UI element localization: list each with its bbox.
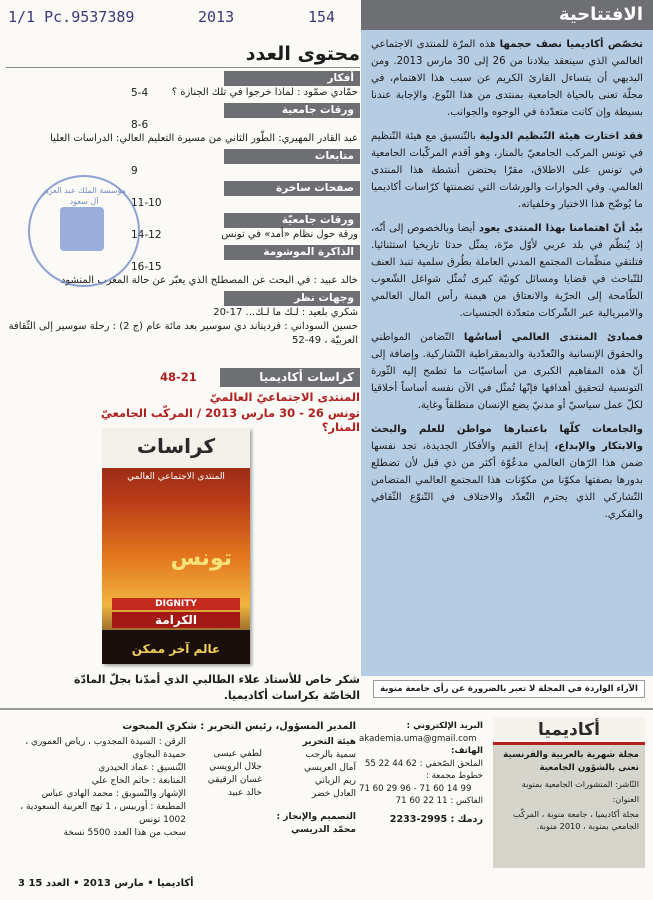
cover-city: تونس [170,546,232,571]
editorial-header: الافتتاحية [361,0,653,30]
committee-column [268,736,356,837]
cover-slogan: عالم آخر ممكن [131,642,221,656]
role-line: التّنسيق : عماد الحيدري [98,763,186,773]
fixed-lines: 71 60 29 96 - 71 60 14 99 [359,783,472,794]
toc-entry[interactable]: 8-6 [131,119,149,131]
toc-entry[interactable]: حسين السوداني : فرديناند دي سوسير بعد مائة عام (ج 2) : رحلة سوسير إلى الثّقافة العربيّة ، 49-52 [8,321,358,346]
email-label: البريد الإلكتروني : [406,721,483,731]
committee-member: غسان الرقيقي [207,775,262,785]
committee-member: العادل خضر [311,789,356,799]
editorial-paragraph: والجامعات كلّها باعتبارها مواطن للعلم والبحث والابتكار والإبداع، إبداع القيم والأفكار الجديدة، تجد نفسها ضمن هذا الرّهان العالمي مدعُوّة أكثر من ذي قبل لأن تضطلع بدورها بصفتها مكوّنا من مكوّنات هذا المجتمع العالمي المتضامن التّشاركي الذي يحترم التّعدّد والاختلاف في التّنوّع الثّقافي والفكري. [371,424,643,520]
committee-member: لطفي عيسى [213,749,262,759]
toc-entry[interactable]: خالد عبيد : في البحث عن المصطلح الذي يعبّر عن حالة المغرب المنشود [60,275,358,286]
publisher: النّاشر: المنشورات الجامعية بمنوبة [521,779,639,789]
toc-section-university-papers-2[interactable]: ورقات جامعيّة [224,213,360,228]
cover-subtitle: المنتدى الاجتماعي العالمي [127,472,225,482]
stamp-text: مؤسسة الملك عبد العزيز آل سعود [42,186,126,206]
handwritten-year: 2013 [198,8,235,26]
toc-entry[interactable]: عبد القادر المهيري: الطّور الثاني من مسيرة التعليم العالي: الدراسات العليا [50,133,358,144]
handwritten-number: 1/1 Pc.9537389 [8,8,135,26]
brand-description: مجلة شهرية بالعربية والفرنسية تعنى بالشؤون الجامعية [503,750,639,773]
toc-section-university-papers[interactable]: ورقات جامعية [224,103,360,118]
email-link[interactable]: akademia.uma@gmail.com [359,733,477,744]
address: مجلة أكاديميا ، جامعة منوبة ، المركّب الجامعي بمنوبة ، 2010 منوبة. [513,809,639,831]
toc-entry[interactable]: ورقة حول نظام «أمد» في تونس 14-12 [131,229,358,241]
toc-entry[interactable]: شكري بلعيد : لـك ما لـك... 17-20 [213,307,358,318]
committee-member: ريم الزياني [314,776,356,786]
toc-section-memory[interactable]: الذاكرة الموشومة [224,245,360,260]
address-label: العنوان: [612,794,639,804]
editorial-paragraph: فمبادئ المنتدى العالمي أساسُها التّضامن المواطني والحقوق الإنسانية والتّعدّدية والديمقراطية التّشاركية. وإضافة إلى أنّ هذه المفاهيم الكبرى من أساسيّات ما تطمح إليه الثّورة التونسية لتحقيق أهدافها فإنّها تُمثّل في الآن نفسه أساساً أخلاقيا لكلّ عمل سياسيّ أو مدنيّ يضع الإنسان منطلقاً وغاية. [371,332,644,411]
committee-member: جلال الرويسي [209,762,262,772]
toc-section-viewpoints[interactable]: وجهات نظر [224,291,360,306]
committee-member: آمال العريسي [303,763,356,773]
contact-block [359,720,483,826]
editorial-paragraph: فقد اختارت هيئة التّنظيم الدولية بالتّنسيق مع هيئة التّنظيم في تونس المركب الجامعيّ بالمنار، وهو أقدم المركّبات الجامعية في تونس على الاطلاق، مقرّا يحتضن أنشطة هذا المنتدى العالمي. وفي الحوارات والورشات التي تضمنتها كرّاسات أكاديميا ما يُوضّح هذا الاختيار وخلفياته. [371,131,643,210]
role-line: سحب من هذا العدد 5500 نسخة [63,828,186,838]
handwritten-annotation [8,6,348,32]
role-line: الرقن : السيدة المجدوب ، رياض العموري ، حميدة البجاوي [25,737,186,760]
fax: الفاكس : 11 22 60 71 [395,796,483,806]
toc-section-satire[interactable]: صفحات ساخرة [224,181,360,196]
phone-label: الهاتف: [451,746,483,756]
stamp-emblem-icon [60,207,104,251]
cover-word: DIGNITY [112,598,240,610]
thanks-note: شكر خاص للأستاذ علاء الطالبي الذي أمدّنا بجلّ المادّة الخاصّة بكراسات أكاديميا. [73,673,360,702]
role-line: المتابعة : حاتم الحاج علي [91,776,186,786]
committee-member: سمية بالرجب [305,750,356,760]
director: المدير المسؤول، رئيس التحرير : شكري المبخوت [122,721,356,732]
press-office-phone: الملحق الصّحفي : 62 44 22 55 [364,758,483,769]
library-stamp [28,175,140,287]
role-line: المطبعة : أوربيس ، 1 نهج العربية السعودية ، 1002 تونس [20,802,186,825]
toc-section-ideas[interactable]: أفكار [224,71,360,86]
page-footer: 3 أكاديميا • مارس 2013 • العدد 15 [18,878,194,889]
cover-masthead: كراسات [102,428,250,468]
issn: ردمك : 2995-2233 [389,813,483,825]
roles-column [10,736,186,840]
editorial-body [361,30,653,523]
cover-word: الكرامة [112,612,240,628]
cahiers-section-label[interactable]: كراسات أكاديميا [220,368,360,387]
role-line: الإشهار والتّسويق : محمد الهادي عباس [41,789,186,799]
cahiers-pages: 48-21 [160,370,197,384]
committee-member: خالد عبيد [227,788,262,798]
cahiers-subtitle: المنتدى الاجتماعيّ العالميّ [209,390,360,404]
editorial-panel [361,0,653,676]
cahiers-dates: تونس 26 - 30 مارس 2013 / المركّب الجامعيّ المنار؟ [100,406,360,434]
editorial-board [10,720,356,856]
toc-entry[interactable]: 11-10 [131,197,162,209]
akademia-logo: أكاديميا [493,718,645,745]
toc-section-follow-ups[interactable]: متابعات [224,149,360,164]
fixed-lines-label: خطوط مجمعة : [426,771,483,781]
masthead-box [0,708,653,872]
brand-block [493,718,645,868]
magazine-cover-image [102,428,250,664]
committee-column-2 [192,748,262,800]
toc-entry[interactable]: 16-15 [131,261,162,273]
editorial-paragraph: بيْد أنّ اهتمامنا بهذا المنتدى يعود أيضا وبالخصوص إلى أنّه، إذ يُنظّم في بلد عربي لأوّل مرّة، يمثّل حدثا تاريخيا استثنائيا. فتلتقي منظّمات المجتمع المدني العاملة بطُرق سلمية تنبذ العنف للتّباحث في قضايا ومسائل كونيّة كبرى تُمثّل شواغل الشّعوب الطّامحة إلى الحرّية والانعتاق من هيمنة رأس المال العالمي والامبريالية عبر الشّركات متعدّدة الجنسيات. [371,223,643,319]
disclaimer: الآراء الواردة في المجلة لا تعبر بالضرورة عن رأي جامعة منوبة [373,680,645,698]
handwritten-code: 154 [308,8,336,26]
committee-label: هيئة التحرير [302,737,356,747]
contents-title: محتوى العدد [6,43,360,68]
toc-entry[interactable]: حمّادي صمّود : لماذا خرجوا في تلك الجنازة ؟ 5-4 [131,87,358,99]
design-credit: التصميم والإنجاز : محمّد الدريسي [276,812,356,835]
toc-entry[interactable]: 9 [131,165,138,177]
editorial-paragraph: تخصّص أكاديميا نصف حجمها هذه المرّة للمنتدى الاجتماعي العالمي الذي سينعقد ببلادنا من 26 إلى 30 مارس 2013. ومن البديهي أن يتساءل القارئ الكريم عن سبب هذا الاهتمام، في مجلّة تعنى بالحياة الجامعية بمنتدى من هذا النّوع. والإجابة عندنا بسيطة وإن كانت متعدّدة في الوجوه والجوانب. [371,39,643,118]
